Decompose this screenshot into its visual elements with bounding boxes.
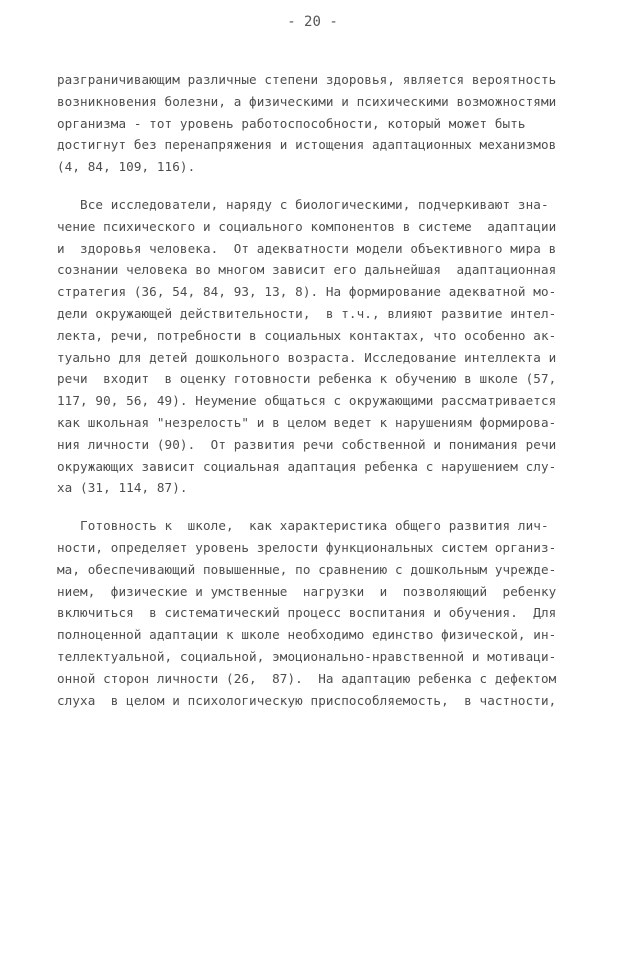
text-line: полноценной адаптации к школе необходимо единство физической, ин- [57, 627, 557, 643]
text-line: онной сторон личности (26, 87). На адаптацию ребенка с дефектом [57, 670, 557, 686]
text-line: ности, определяет уровень зрелости функциональных систем организ- [57, 539, 557, 555]
paragraph-3 [57, 515, 602, 711]
text-line: слуха в целом и психологическую приспособляемость, в частности, [57, 692, 557, 708]
text-line: сознании человека во многом зависит его дальнейшая адаптационная [57, 262, 557, 278]
text-line: лекта, речи, потребности в социальных контактах, что особенно ак- [57, 327, 557, 343]
text-line: и здоровья человека. От адекватности модели объективного мира в [57, 240, 557, 256]
paragraph-2 [57, 194, 602, 499]
text-line: дели окружающей действительности, в т.ч., влияют развитие интел- [57, 305, 557, 321]
text-line: туально для детей дошкольного возраста. Исследование интеллекта и [57, 349, 557, 365]
text-line: речи входит в оценку готовности ребенка к обучению в школе (57, [57, 371, 557, 387]
text-line: 117, 90, 56, 49). Неумение общаться с окружающими рассматривается [57, 393, 557, 409]
text-line: ма, обеспечивающий повышенные, по сравнению с дошкольным учрежде- [57, 561, 557, 577]
text-line: Все исследователи, наряду с биологическими, подчеркивают зна- [57, 196, 549, 212]
text-line: окружающих зависит социальная адаптация ребенка с нарушением слу- [57, 458, 557, 474]
text-line: возникновения болезни, а физическими и психическими возможностями [57, 93, 557, 109]
text-line: стратегия (36, 54, 84, 93, 13, 8). На формирование адекватной мо- [57, 284, 557, 300]
text-line: теллектуальной, социальной, эмоционально-нравственной и мотиваци- [57, 648, 557, 664]
text-line: ха (31, 114, 87). [57, 480, 188, 496]
text-line: достигнут без перенапряжения и истощения адаптационных механизмов [57, 137, 557, 153]
text-line: Готовность к школе, как характеристика общего развития лич- [57, 518, 549, 534]
text-line: как школьная "незрелость" и в целом ведет к нарушениям формирова- [57, 414, 557, 430]
body-text [57, 69, 602, 711]
text-line: нием, физические и умственные нагрузки и позволяющий ребенку [57, 583, 557, 599]
text-line: (4, 84, 109, 116). [57, 159, 196, 175]
text-line: разграничивающим различные степени здоровья, является вероятность [57, 72, 557, 87]
paragraph-1 [57, 69, 602, 178]
text-line: организма - тот уровень работоспособности, который может быть [57, 115, 526, 131]
text-line: ния личности (90). От развития речи собственной и понимания речи [57, 436, 557, 452]
text-line: включиться в систематический процесс воспитания и обучения. Для [57, 605, 557, 621]
page-number: - 20 - [287, 14, 338, 30]
text-line: чение психического и социального компонентов в системе адаптации [57, 218, 557, 234]
